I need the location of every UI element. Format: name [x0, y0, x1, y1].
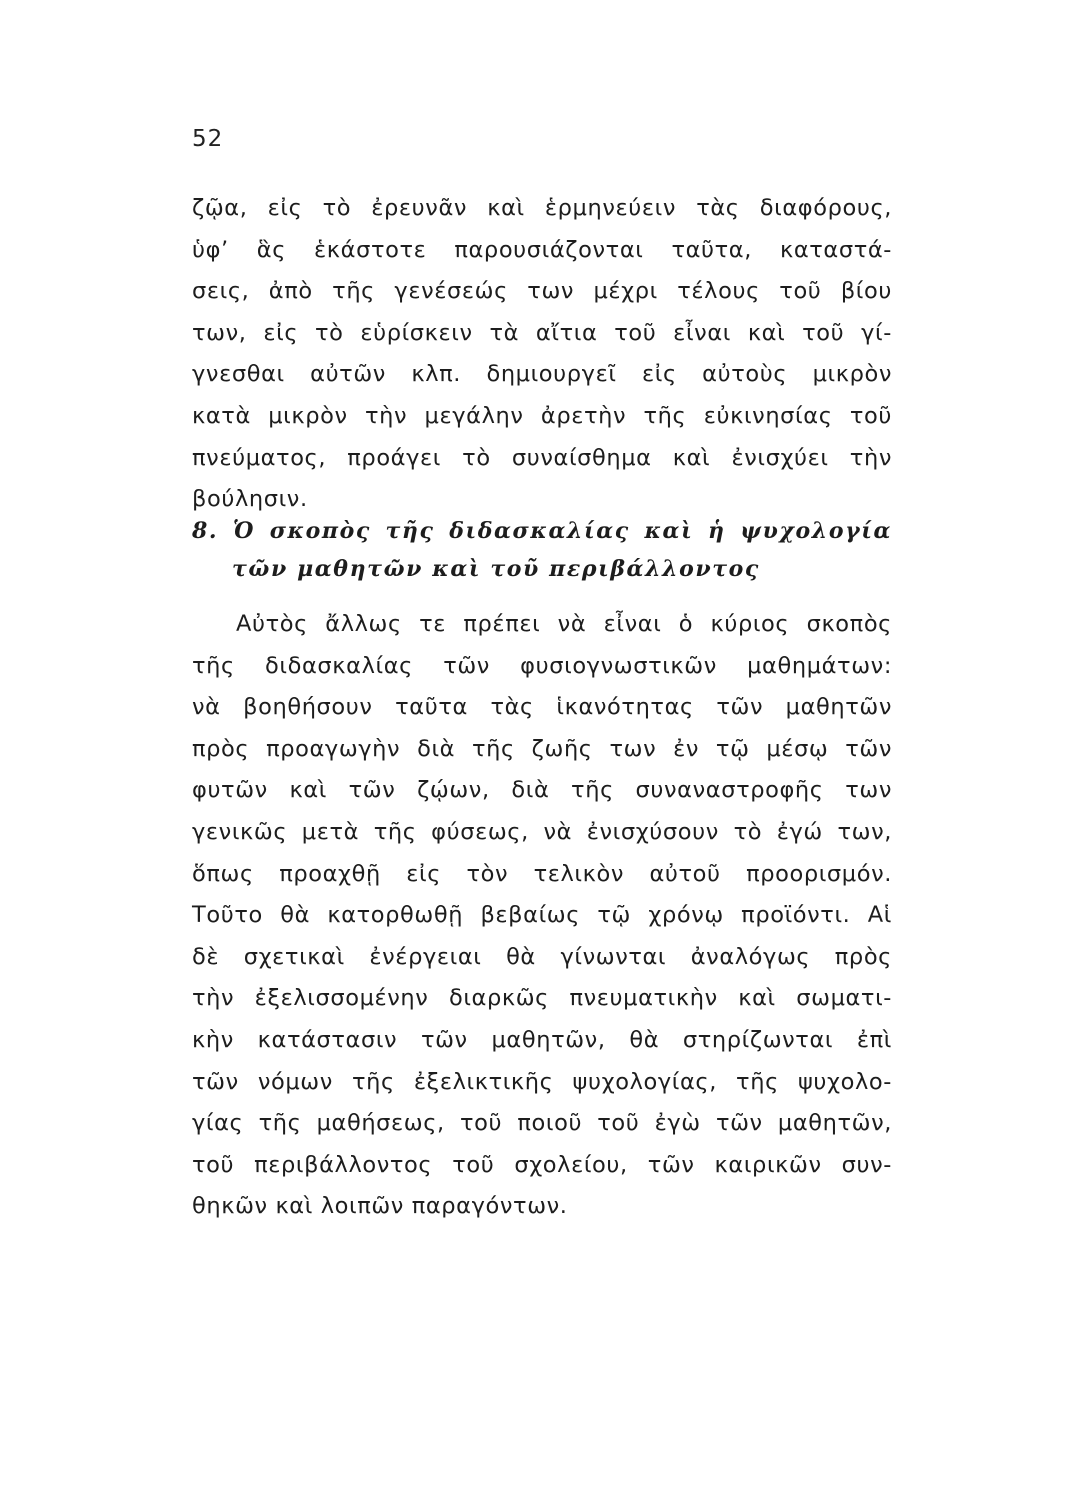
- text-line: κατὰ μικρὸν τὴν μεγάλην ἀρετὴν τῆς εὐκινησίας τοῦ: [192, 402, 892, 429]
- text-line: ὅπως προαχθῇ εἰς τὸν τελικὸν αὐτοῦ προορισμόν.: [192, 860, 892, 887]
- text-line: θηκῶν καὶ λοιπῶν παραγόντων.: [192, 1193, 568, 1220]
- section-heading-line-2: τῶν μαθητῶν καὶ τοῦ περιβάλλοντος: [232, 556, 760, 582]
- page-number: 52: [192, 126, 224, 152]
- text-line: γίας τῆς μαθήσεως, τοῦ ποιοῦ τοῦ ἐγὼ τῶν μαθητῶν,: [192, 1110, 892, 1137]
- text-line: δὲ σχετικαὶ ἐνέργειαι θὰ γίνωνται ἀναλόγως πρὸς: [192, 943, 892, 970]
- intro-paragraph: [192, 188, 892, 521]
- text-line: κὴν κατάστασιν τῶν μαθητῶν, θὰ στηρίζωνται ἐπὶ: [192, 1026, 892, 1053]
- text-line: γενικῶς μετὰ τῆς φύσεως, νὰ ἐνισχύσουν τὸ ἐγώ των,: [192, 818, 892, 845]
- section-heading-line-1: 8. Ὁ σκοπὸς τῆς διδασκαλίας καὶ ἡ ψυχολογία: [192, 518, 892, 544]
- text-line: γνεσθαι αὐτῶν κλπ. δημιουργεῖ εἰς αὐτοὺς μικρὸν: [192, 361, 892, 388]
- text-line: τοῦ περιβάλλοντος τοῦ σχολείου, τῶν καιρικῶν συν-: [192, 1151, 892, 1178]
- text-line: ζῷα, εἰς τὸ ἐρευνᾶν καὶ ἑρμηνεύειν τὰς διαφόρους,: [192, 195, 892, 221]
- section-heading: [192, 512, 892, 588]
- text-line: νὰ βοηθήσουν ταῦτα τὰς ἱκανότητας τῶν μαθητῶν: [192, 694, 892, 721]
- text-line: των, εἰς τὸ εὑρίσκειν τὰ αἴτια τοῦ εἶναι καὶ τοῦ γί-: [192, 319, 892, 346]
- text-line: ὑφ’ ἃς ἑκάστοτε παρουσιάζονται ταῦτα, καταστά-: [192, 236, 892, 263]
- text-line: Τοῦτο θὰ κατορθωθῇ βεβαίως τῷ χρόνῳ προϊόντι. Αἱ: [192, 902, 892, 929]
- body-paragraph: [192, 604, 892, 1228]
- text-line: πρὸς προαγωγὴν διὰ τῆς ζωῆς των ἐν τῷ μέσῳ τῶν: [192, 735, 892, 762]
- text-line: βούλησιν.: [192, 486, 308, 513]
- text-line: σεις, ἀπὸ τῆς γενέσεώς των μέχρι τέλους τοῦ βίου: [192, 278, 892, 305]
- text-line: Αὐτὸς ἄλλως τε πρέπει νὰ εἶναι ὁ κύριος σκοπὸς: [236, 611, 892, 637]
- text-line: τὴν ἐξελισσομένην διαρκῶς πνευματικὴν καὶ σωματι-: [192, 985, 892, 1012]
- text-line: τῶν νόμων τῆς ἐξελικτικῆς ψυχολογίας, τῆς ψυχολο-: [192, 1068, 892, 1095]
- text-line: πνεύματος, προάγει τὸ συναίσθημα καὶ ἐνισχύει τὴν: [192, 444, 892, 471]
- text-line: τῆς διδασκαλίας τῶν φυσιογνωστικῶν μαθημάτων:: [192, 652, 892, 679]
- text-line: φυτῶν καὶ τῶν ζῴων, διὰ τῆς συναναστροφῆς των: [192, 777, 892, 804]
